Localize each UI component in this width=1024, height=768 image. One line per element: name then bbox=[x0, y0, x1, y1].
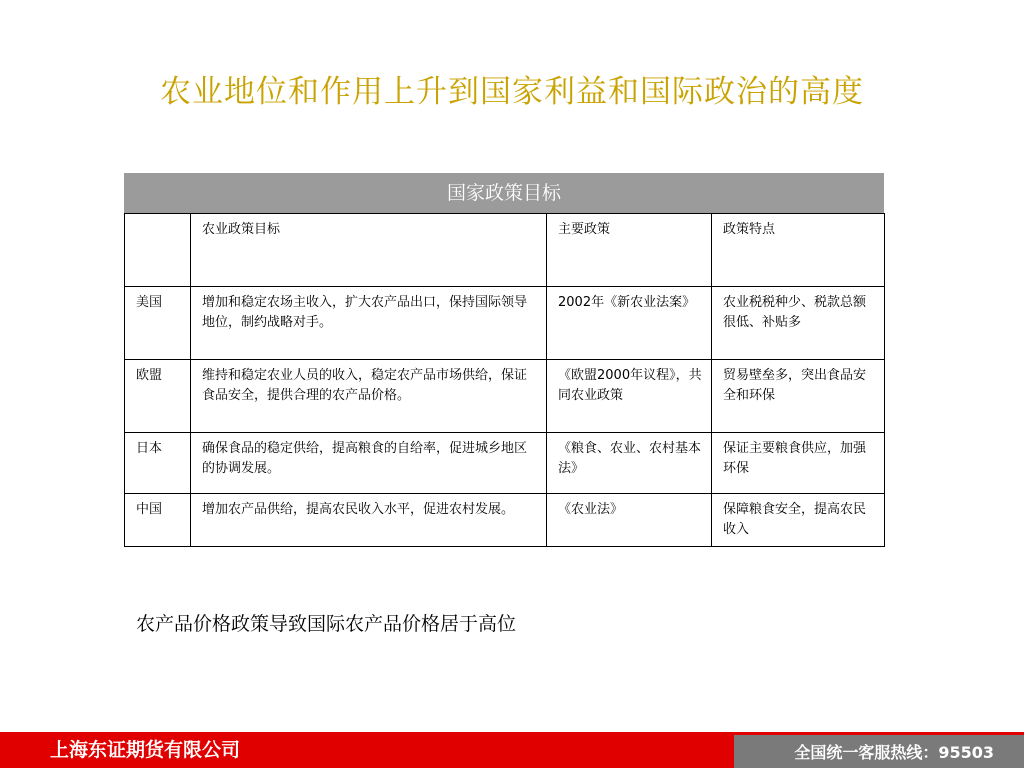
page-title: 农业地位和作用上升到国家利益和国际政治的高度 bbox=[160, 74, 864, 110]
table-row-japan bbox=[125, 433, 885, 494]
table-row-usa bbox=[125, 287, 885, 360]
column-header-feature: 政策特点 bbox=[712, 214, 885, 287]
table-column-header-row bbox=[125, 214, 885, 287]
goal-cell: 增加和稳定农场主收入，扩大农产品出口，保持国际领导地位，制约战略对手。 bbox=[191, 287, 547, 360]
feature-cell: 保证主要粮食供应，加强环保 bbox=[712, 433, 885, 494]
goal-cell: 增加农产品供给，提高农民收入水平，促进农村发展。 bbox=[191, 494, 547, 547]
policy-cell: 《农业法》 bbox=[547, 494, 712, 547]
footer-hotline: 全国统一客服热线：95503 bbox=[794, 743, 994, 762]
country-cell: 中国 bbox=[125, 494, 191, 547]
footer-bar bbox=[0, 732, 1024, 768]
country-cell: 美国 bbox=[125, 287, 191, 360]
summary-text: 农产品价格政策导致国际农产品价格居于高位 bbox=[136, 613, 517, 635]
feature-cell: 农业税税种少、税款总额很低、补贴多 bbox=[712, 287, 885, 360]
policy-cell: 《欧盟2000年议程》，共同农业政策 bbox=[547, 360, 712, 433]
policy-cell: 2002年《新农业法案》 bbox=[547, 287, 712, 360]
goal-cell: 维持和稳定农业人员的收入，稳定农产品市场供给，保证食品安全，提供合理的农产品价格。 bbox=[191, 360, 547, 433]
country-cell: 欧盟 bbox=[125, 360, 191, 433]
table-header: 国家政策目标 bbox=[124, 173, 884, 213]
column-header-policy: 主要政策 bbox=[547, 214, 712, 287]
feature-cell: 保障粮食安全，提高农民收入 bbox=[712, 494, 885, 547]
goal-cell: 确保食品的稳定供给，提高粮食的自给率，促进城乡地区的协调发展。 bbox=[191, 433, 547, 494]
table-row-china bbox=[125, 494, 885, 547]
policy-table bbox=[124, 213, 885, 547]
column-header-goal: 农业政策目标 bbox=[191, 214, 547, 287]
column-header-country bbox=[125, 214, 191, 287]
feature-cell: 贸易壁垒多，突出食品安全和环保 bbox=[712, 360, 885, 433]
footer-company-name: 上海东证期货有限公司 bbox=[50, 739, 241, 761]
table-row-eu bbox=[125, 360, 885, 433]
country-cell: 日本 bbox=[125, 433, 191, 494]
policy-cell: 《粮食、农业、农村基本法》 bbox=[547, 433, 712, 494]
footer-hotline-box bbox=[734, 735, 1024, 768]
